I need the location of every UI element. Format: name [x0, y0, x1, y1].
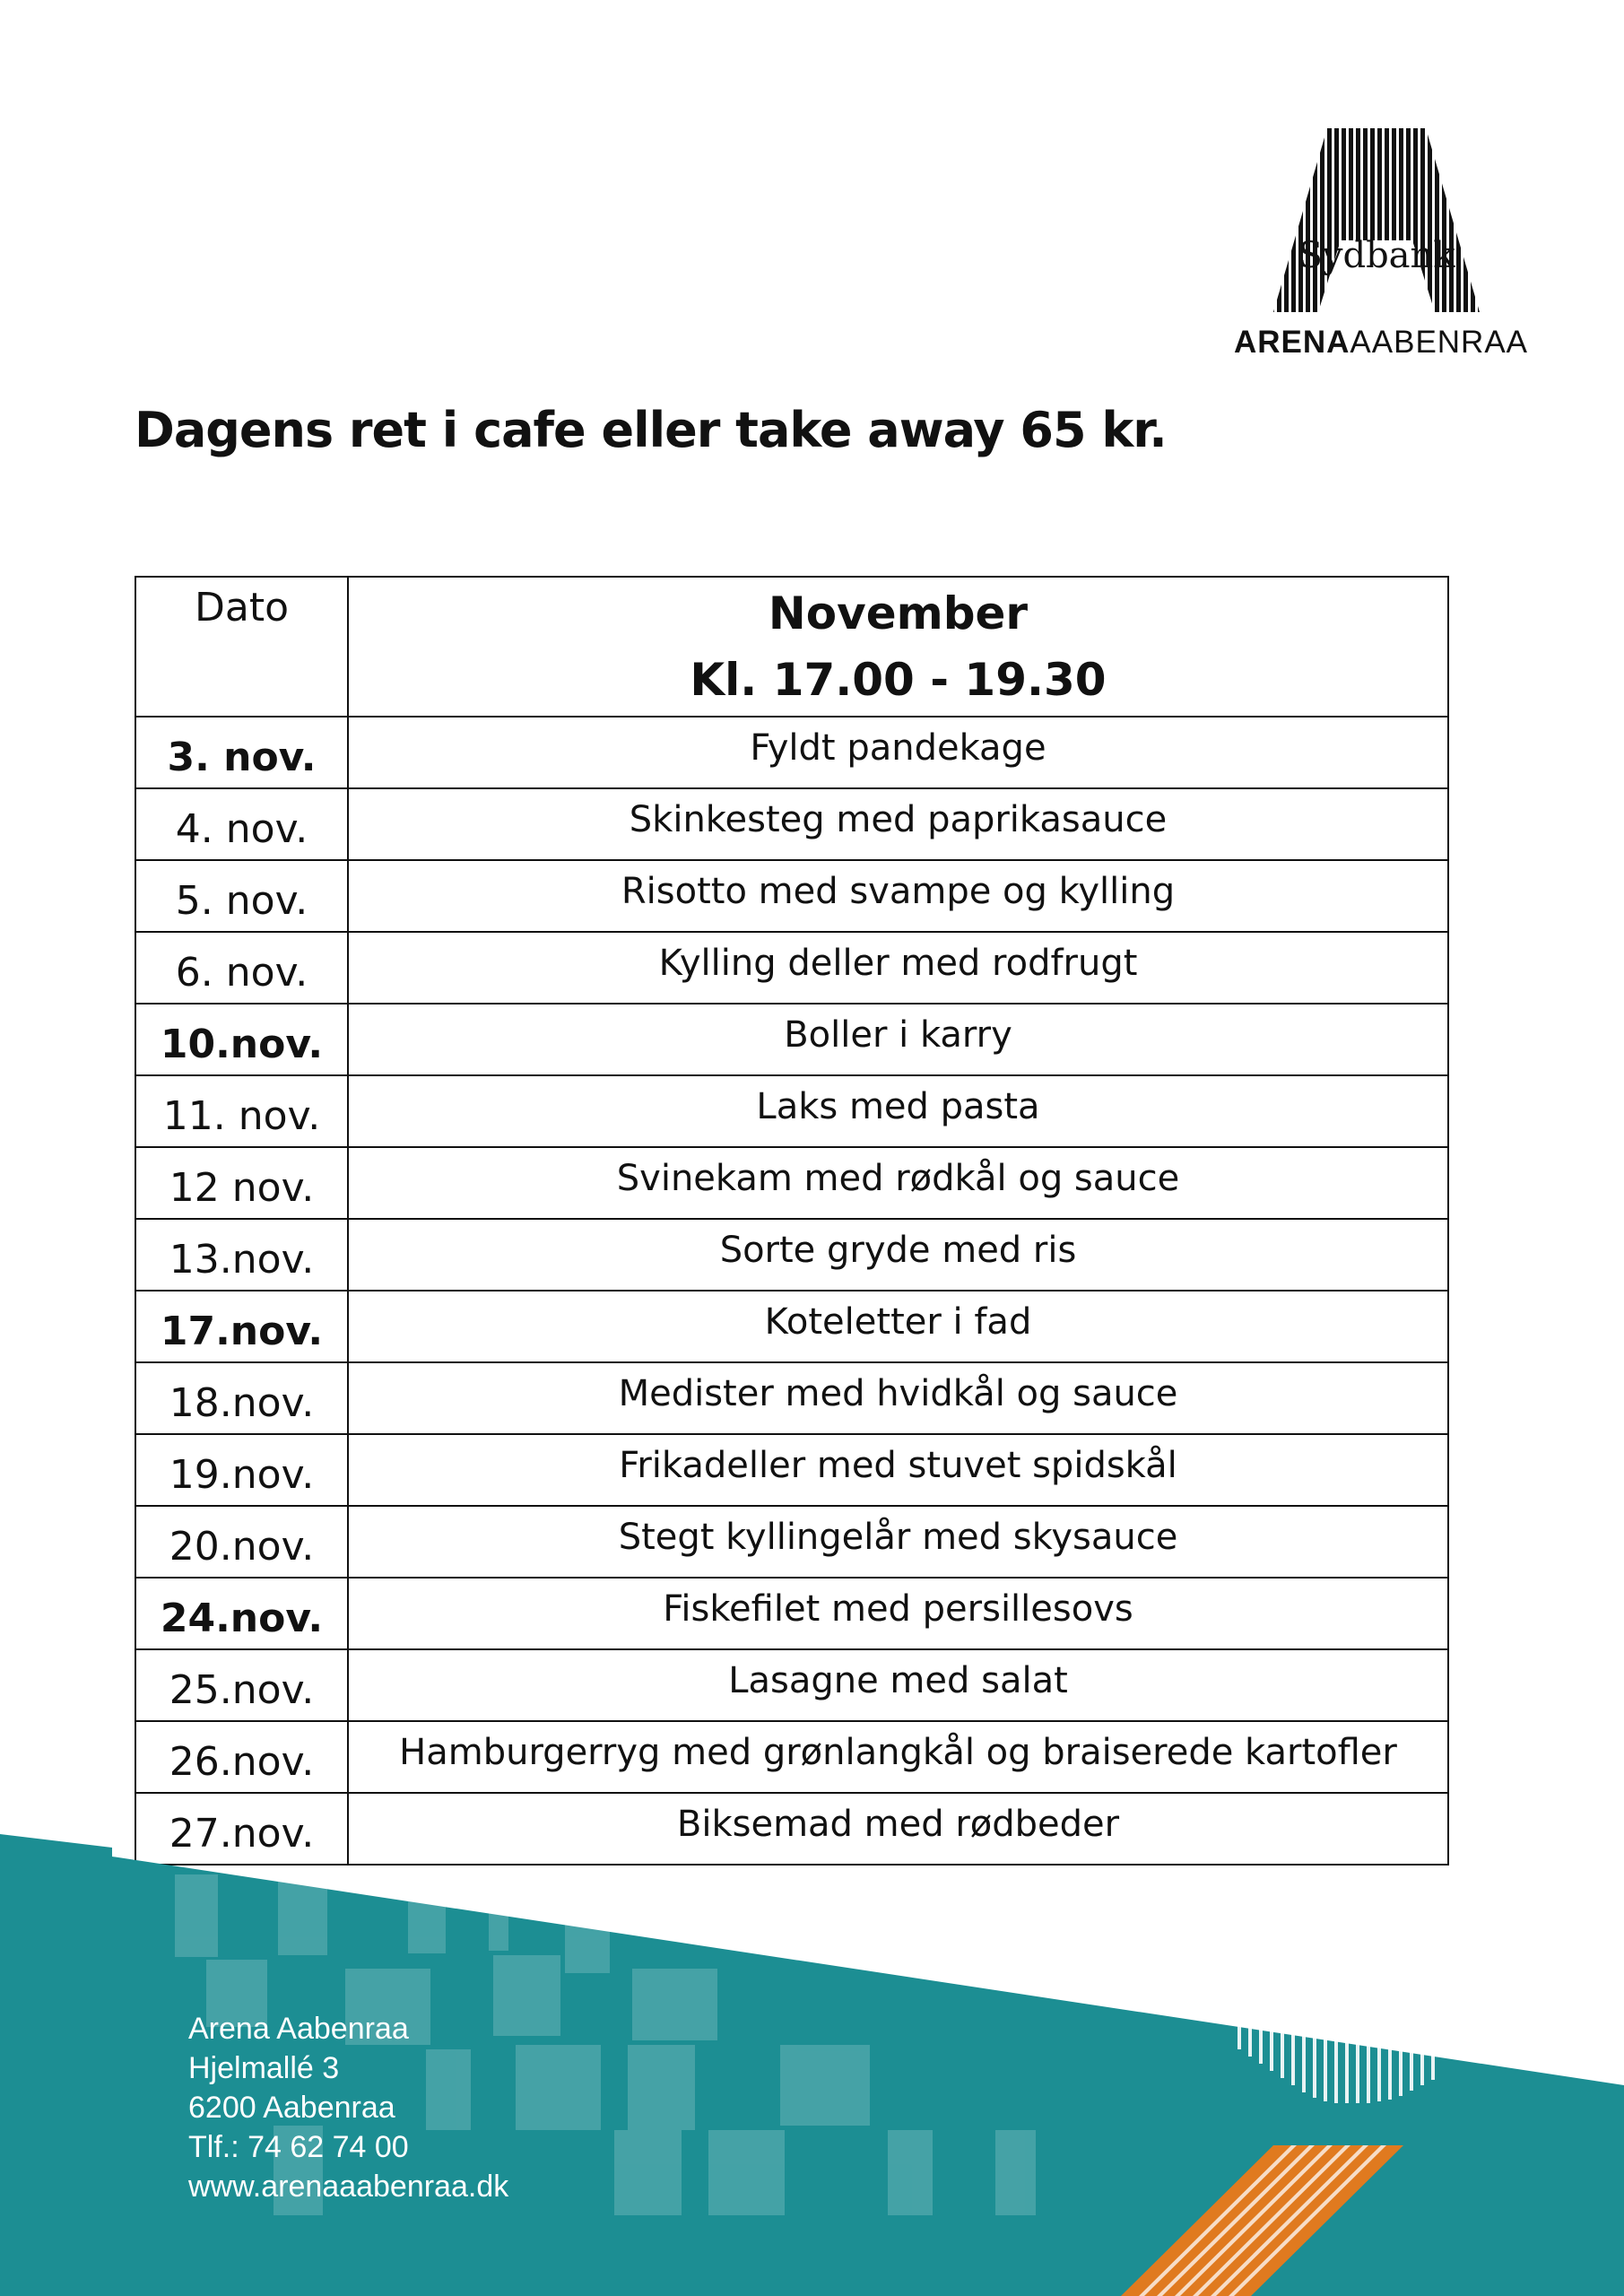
menu-dish: Hamburgerryg med grønlangkål og braiserede kartofler [348, 1721, 1448, 1793]
footer-street: Hjelmallé 3 [188, 2051, 340, 2085]
page-title: Dagens ret i cafe eller take away 65 kr. [135, 402, 1167, 458]
menu-date: 18.nov. [135, 1362, 348, 1434]
menu-dish: Fyldt pandekage [348, 717, 1448, 788]
menu-date: 24.nov. [135, 1578, 348, 1649]
menu-date: 4. nov. [135, 788, 348, 860]
menu-date: 5. nov. [135, 860, 348, 932]
menu-date: 11. nov. [135, 1075, 348, 1147]
table-row [135, 860, 1448, 932]
menu-date: 19.nov. [135, 1434, 348, 1506]
menu-date: 10.nov. [135, 1004, 348, 1075]
table-row [135, 1434, 1448, 1506]
footer-address [188, 2009, 508, 2206]
menu-date: 3. nov. [135, 717, 348, 788]
table-row [135, 1147, 1448, 1219]
menu-dish: Boller i karry [348, 1004, 1448, 1075]
menu-dish: Biksemad med rødbeder [348, 1793, 1448, 1865]
menu-dish: Stegt kyllingelår med skysauce [348, 1506, 1448, 1578]
menu-table [135, 576, 1449, 1866]
table-row [135, 1362, 1448, 1434]
menu-dish: Koteletter i fad [348, 1291, 1448, 1362]
dish-column-header [348, 577, 1448, 717]
menu-date: 26.nov. [135, 1721, 348, 1793]
footer-phone: Tlf.: 74 62 74 00 [188, 2130, 409, 2164]
logo-city-text: AABENRAA [1350, 325, 1529, 360]
menu-date: 6. nov. [135, 932, 348, 1004]
serving-hours: Kl. 17.00 - 19.30 [690, 654, 1107, 706]
logo-bank-text: Sydbank [1298, 235, 1455, 276]
menu-date: 13.nov. [135, 1219, 348, 1291]
table-row [135, 717, 1448, 788]
logo-wordmark [1229, 325, 1533, 361]
table-row [135, 1291, 1448, 1362]
menu-dish: Laks med pasta [348, 1075, 1448, 1147]
menu-dish: Lasagne med salat [348, 1649, 1448, 1721]
table-row [135, 1578, 1448, 1649]
menu-dish: Risotto med svampe og kylling [348, 860, 1448, 932]
date-column-header: Dato [135, 577, 348, 717]
table-row [135, 1721, 1448, 1793]
table-row [135, 1506, 1448, 1578]
menu-dish: Svinekam med rødkål og sauce [348, 1147, 1448, 1219]
menu-date: 20.nov. [135, 1506, 348, 1578]
menu-date: 25.nov. [135, 1649, 348, 1721]
menu-dish: Skinkesteg med paprikasauce [348, 788, 1448, 860]
table-row [135, 1649, 1448, 1721]
menu-dish: Kylling deller med rodfrugt [348, 932, 1448, 1004]
menu-date: 12 nov. [135, 1147, 348, 1219]
menu-dish: Medister med hvidkål og sauce [348, 1362, 1448, 1434]
table-row [135, 1075, 1448, 1147]
table-row [135, 1004, 1448, 1075]
menu-table-body [135, 717, 1448, 1865]
menu-dish: Fiskefilet med persillesovs [348, 1578, 1448, 1649]
menu-date: 17.nov. [135, 1291, 348, 1362]
table-row [135, 788, 1448, 860]
footer-name: Arena Aabenraa [188, 2012, 409, 2046]
month-title: November [768, 587, 1029, 639]
menu-dish: Frikadeller med stuvet spidskål [348, 1434, 1448, 1506]
table-header-row [135, 577, 1448, 717]
footer-website[interactable]: www.arenaaabenraa.dk [188, 2170, 509, 2204]
logo-arena-text: ARENA [1233, 325, 1350, 360]
menu-date: 27.nov. [135, 1793, 348, 1865]
footer-city: 6200 Aabenraa [188, 2091, 395, 2125]
table-row [135, 1219, 1448, 1291]
table-row [135, 932, 1448, 1004]
menu-dish: Sorte gryde med ris [348, 1219, 1448, 1291]
